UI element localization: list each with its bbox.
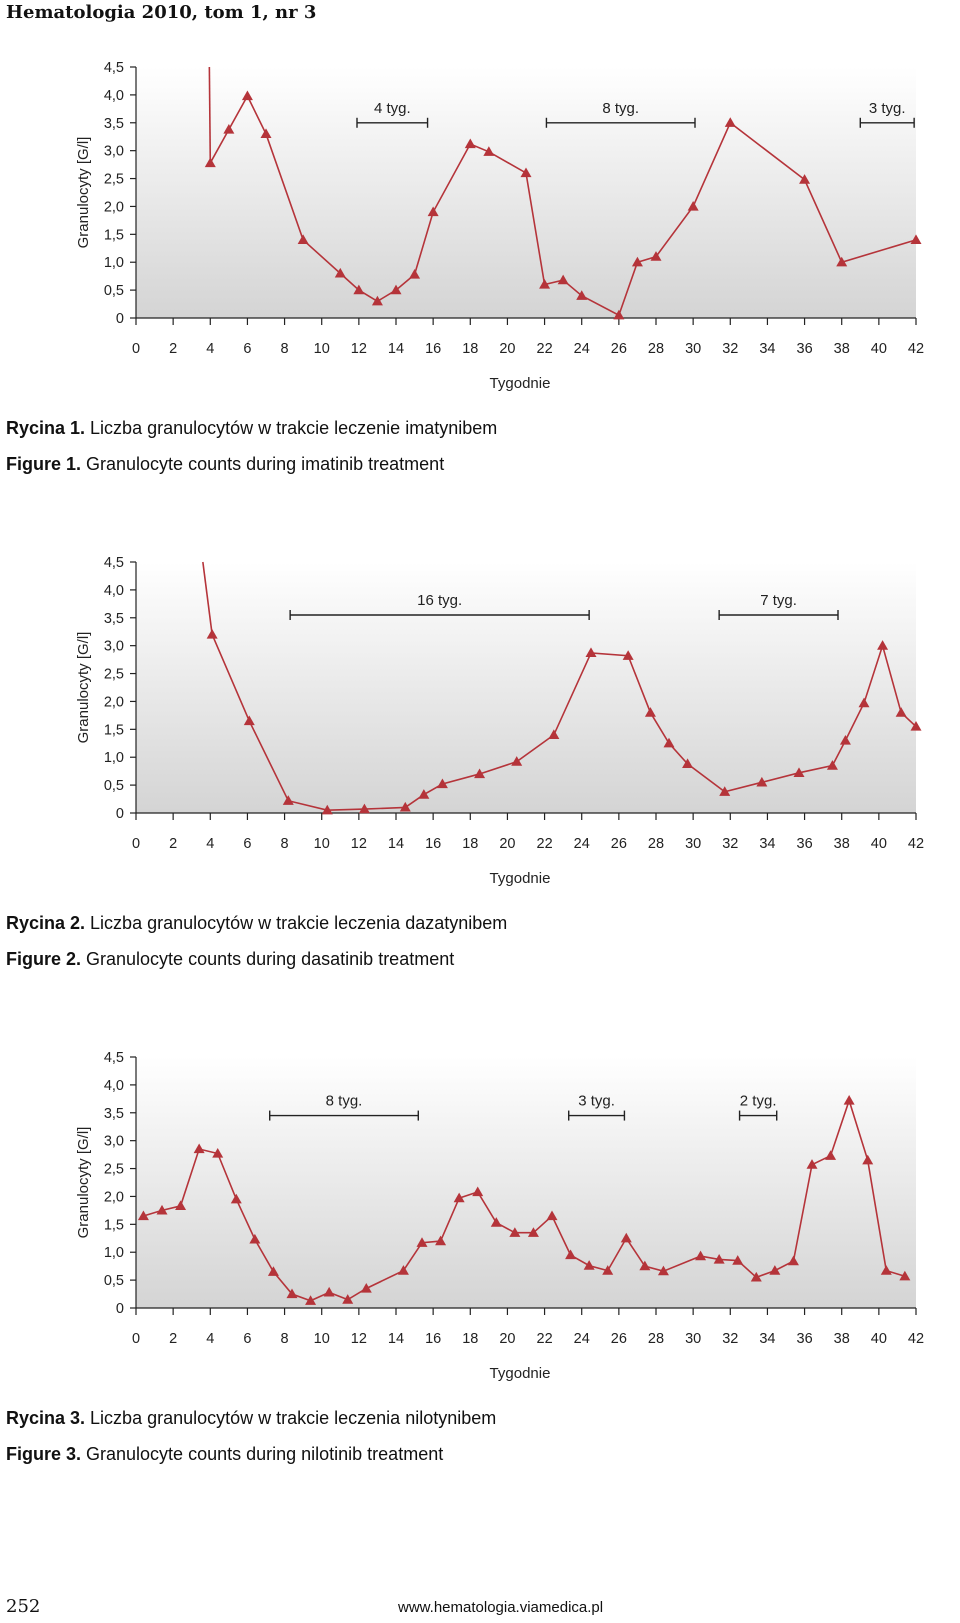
- annotation-label: 8 tyg.: [325, 1092, 363, 1110]
- x-tick-label: 2: [169, 836, 178, 852]
- x-tick-label: 10: [313, 836, 330, 852]
- y-tick-label: 1,0: [103, 255, 124, 272]
- x-tick-label: 6: [243, 341, 252, 357]
- x-tick-label: 42: [907, 341, 925, 357]
- x-tick-label: 38: [833, 1331, 850, 1347]
- x-tick-label: 0: [131, 836, 141, 852]
- x-tick-label: 16: [425, 341, 442, 357]
- x-tick-label: 36: [796, 1331, 813, 1347]
- y-tick-label: 1,0: [103, 750, 124, 767]
- caption-figure-2: Figure 2. Granulocyte counts during dasatinib treatment: [6, 949, 455, 969]
- chart-figure-1: [0, 50, 960, 395]
- x-tick-label: 12: [350, 1331, 367, 1347]
- x-tick-label: 8: [280, 341, 289, 357]
- y-tick-label: 2,5: [103, 171, 124, 188]
- y-tick-label: 0,5: [103, 283, 124, 300]
- x-tick-label: 14: [387, 341, 405, 357]
- chart-figure-2: [0, 545, 960, 890]
- x-tick-label: 12: [350, 341, 367, 357]
- y-tick-label: 4,0: [103, 87, 124, 104]
- y-tick-label: 1,0: [103, 1245, 124, 1262]
- y-tick-label: 3,5: [103, 115, 124, 132]
- x-tick-label: 32: [722, 836, 739, 852]
- x-tick-label: 34: [759, 341, 776, 357]
- x-tick-label: 30: [685, 836, 702, 852]
- x-tick-label: 4: [206, 341, 215, 357]
- x-tick-label: 18: [462, 836, 479, 852]
- x-tick-label: 42: [907, 836, 925, 852]
- x-tick-label: 14: [387, 1331, 405, 1347]
- x-tick-label: 24: [573, 836, 590, 852]
- y-tick-label: 2,0: [103, 694, 124, 711]
- caption-figure-1: Figure 1. Granulocyte counts during imatinib treatment: [6, 454, 445, 474]
- x-tick-label: 30: [685, 341, 702, 357]
- y-tick-label: 0: [115, 1301, 124, 1317]
- caption-rycina-1: Rycina 1. Liczba granulocytów w trakcie leczenie imatynibem: [6, 418, 498, 438]
- x-tick-label: 26: [610, 1331, 627, 1347]
- annotation-label: 7 tyg.: [760, 591, 797, 609]
- x-tick-label: 40: [870, 1331, 887, 1347]
- x-tick-label: 10: [313, 341, 330, 357]
- y-tick-label: 4,5: [103, 555, 124, 571]
- x-tick-label: 16: [425, 1331, 442, 1347]
- y-axis-label: Granulocyty [G/l]: [75, 1126, 92, 1239]
- y-tick-label: 3,5: [103, 610, 124, 627]
- x-tick-label: 20: [499, 1331, 516, 1347]
- x-tick-label: 16: [425, 836, 442, 852]
- x-tick-label: 12: [350, 836, 367, 852]
- x-tick-label: 42: [907, 1331, 925, 1347]
- y-tick-label: 2,5: [103, 666, 124, 683]
- y-tick-label: 3,0: [103, 638, 124, 655]
- x-tick-label: 38: [833, 341, 850, 357]
- x-tick-label: 28: [647, 836, 665, 852]
- x-tick-label: 38: [833, 836, 850, 852]
- x-tick-label: 8: [280, 1331, 289, 1347]
- x-tick-label: 40: [870, 341, 887, 357]
- x-tick-label: 40: [870, 836, 887, 852]
- journal-header: Hematologia 2010, tom 1, nr 3: [6, 2, 317, 23]
- x-tick-label: 24: [573, 1331, 590, 1347]
- x-tick-label: 6: [243, 1331, 252, 1347]
- x-tick-label: 20: [499, 341, 516, 357]
- x-tick-label: 14: [387, 836, 405, 852]
- x-tick-label: 36: [796, 836, 813, 852]
- x-tick-label: 34: [759, 836, 776, 852]
- page-number: 252: [6, 1596, 41, 1617]
- x-tick-label: 22: [536, 836, 553, 852]
- x-tick-label: 2: [169, 1331, 178, 1347]
- y-tick-label: 0: [115, 806, 124, 822]
- x-tick-label: 18: [462, 1331, 479, 1347]
- x-tick-label: 34: [759, 1331, 776, 1347]
- y-tick-label: 2,0: [103, 1189, 124, 1206]
- plot-background: [136, 67, 916, 318]
- x-tick-label: 20: [499, 836, 516, 852]
- y-tick-label: 3,5: [103, 1105, 124, 1122]
- x-tick-label: 24: [573, 341, 590, 357]
- x-tick-label: 32: [722, 341, 739, 357]
- x-tick-label: 8: [280, 836, 289, 852]
- y-tick-label: 2,5: [103, 1161, 124, 1178]
- y-tick-label: 4,5: [103, 1050, 124, 1066]
- y-tick-label: 0: [115, 311, 124, 327]
- y-tick-label: 3,0: [103, 1133, 124, 1150]
- y-tick-label: 1,5: [103, 227, 124, 244]
- caption-rycina-3: Rycina 3. Liczba granulocytów w trakcie leczenia nilotynibem: [6, 1408, 497, 1428]
- y-tick-label: 1,5: [103, 1217, 124, 1234]
- x-tick-label: 22: [536, 341, 553, 357]
- y-tick-label: 4,0: [103, 582, 124, 599]
- x-tick-label: 22: [536, 1331, 553, 1347]
- y-tick-label: 4,5: [103, 60, 124, 76]
- x-tick-label: 36: [796, 341, 813, 357]
- x-axis-label: Tygodnie: [489, 1365, 551, 1382]
- y-tick-label: 3,0: [103, 143, 124, 160]
- caption-figure-3: Figure 3. Granulocyte counts during nilotinib treatment: [6, 1444, 444, 1464]
- y-tick-label: 0,5: [103, 778, 124, 795]
- x-tick-label: 4: [206, 836, 215, 852]
- x-tick-label: 32: [722, 1331, 739, 1347]
- x-tick-label: 6: [243, 836, 252, 852]
- x-tick-label: 26: [610, 341, 627, 357]
- x-axis-label: Tygodnie: [489, 870, 551, 887]
- annotation-label: 4 tyg.: [373, 99, 411, 117]
- annotation-label: 3 tyg.: [868, 99, 906, 117]
- y-tick-label: 4,0: [103, 1077, 124, 1094]
- y-tick-label: 2,0: [103, 199, 124, 216]
- x-tick-label: 28: [647, 1331, 665, 1347]
- chart-figure-3: [0, 1040, 960, 1385]
- y-tick-label: 0,5: [103, 1273, 124, 1290]
- x-tick-label: 0: [131, 341, 141, 357]
- x-tick-label: 18: [462, 341, 479, 357]
- y-axis-label: Granulocyty [G/l]: [75, 631, 92, 744]
- annotation-label: 3 tyg.: [578, 1092, 615, 1110]
- annotation-label: 8 tyg.: [602, 99, 640, 117]
- y-tick-label: 1,5: [103, 722, 124, 739]
- annotation-label: 16 tyg.: [417, 591, 463, 609]
- plot-background: [136, 1057, 916, 1308]
- x-tick-label: 30: [685, 1331, 702, 1347]
- series-lead-in: [209, 67, 210, 162]
- x-tick-label: 2: [169, 341, 178, 357]
- x-tick-label: 10: [313, 1331, 330, 1347]
- caption-rycina-2: Rycina 2. Liczba granulocytów w trakcie leczenia dazatynibem: [6, 913, 508, 933]
- x-axis-label: Tygodnie: [489, 375, 551, 392]
- y-axis-label: Granulocyty [G/l]: [75, 136, 92, 249]
- x-tick-label: 28: [647, 341, 665, 357]
- x-tick-label: 4: [206, 1331, 215, 1347]
- annotation-label: 2 tyg.: [739, 1092, 777, 1110]
- x-tick-label: 26: [610, 836, 627, 852]
- footer-url[interactable]: www.hematologia.viamedica.pl: [398, 1599, 604, 1616]
- x-tick-label: 0: [131, 1331, 141, 1347]
